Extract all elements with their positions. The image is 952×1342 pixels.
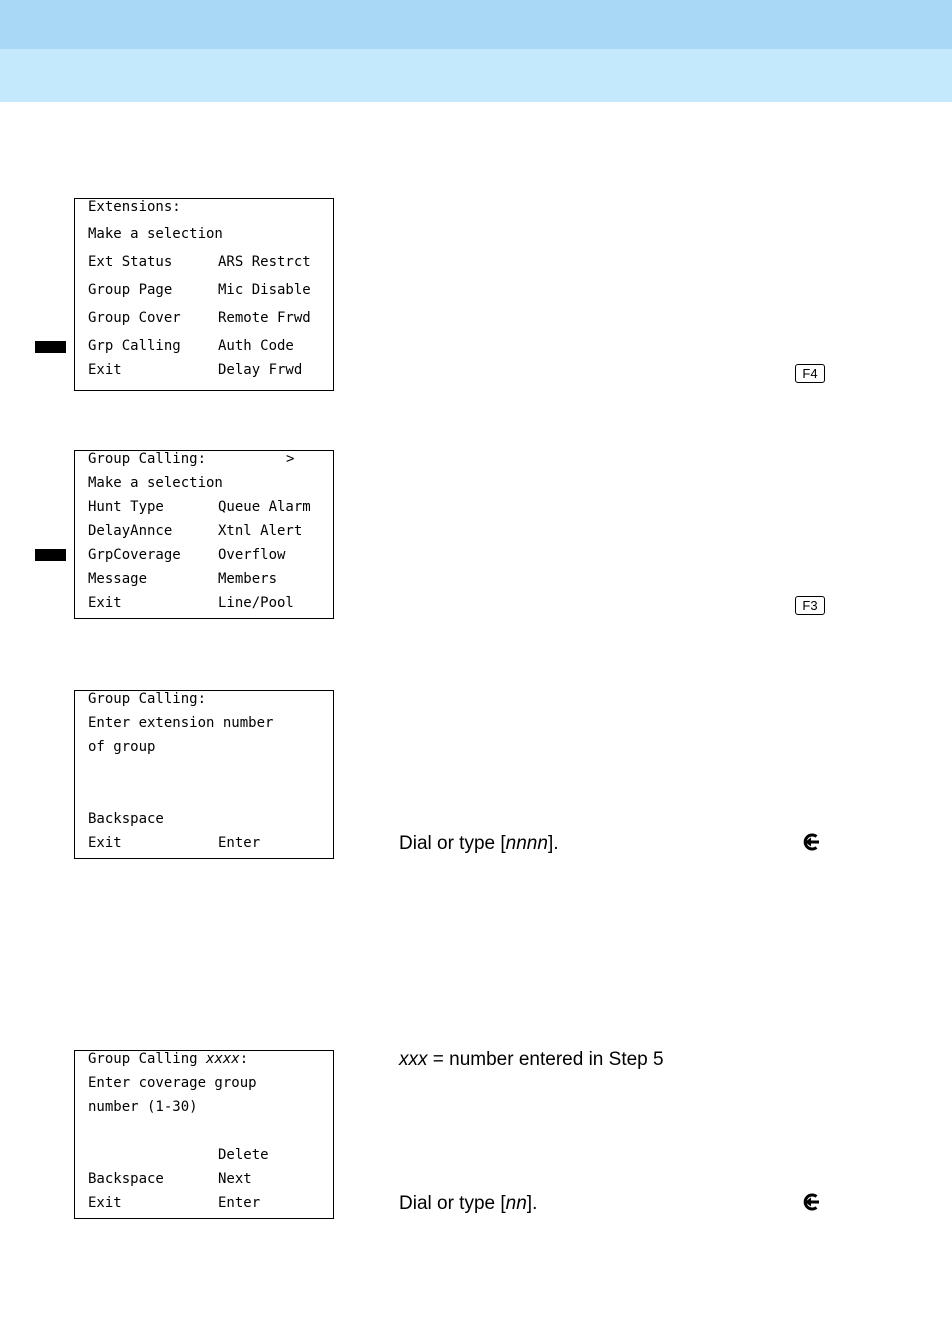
instruction-dial-extension: Dial or type [nnnn]. (399, 833, 559, 854)
option-enter[interactable]: Enter (218, 835, 261, 851)
display-screen-coverage-group (74, 1050, 334, 1219)
screen-prompt-line1: Enter coverage group (88, 1075, 257, 1091)
screen-title: Group Calling: (88, 451, 207, 467)
option-exit[interactable]: Exit (88, 595, 122, 611)
screen-prompt: Make a selection (88, 226, 223, 242)
screen-prompt-line2: of group (88, 739, 156, 755)
option-delay-annce[interactable]: DelayAnnce (88, 523, 173, 539)
option-group-cover[interactable]: Group Cover (88, 310, 181, 326)
display-screen-extensions (74, 198, 334, 391)
option-members[interactable]: Members (218, 571, 278, 587)
selection-marker (35, 341, 66, 353)
header-band-bottom (0, 49, 952, 102)
option-group-page[interactable]: Group Page (88, 282, 173, 298)
option-ars-restrct[interactable]: ARS Restrct (218, 254, 311, 270)
selection-marker (35, 549, 66, 561)
screen-prompt: Make a selection (88, 475, 223, 491)
header-band-top (0, 0, 952, 49)
option-exit[interactable]: Exit (88, 1195, 122, 1211)
enter-return-icon (801, 832, 821, 852)
option-grp-calling[interactable]: Grp Calling (88, 338, 181, 354)
option-overflow[interactable]: Overflow (218, 547, 286, 563)
option-remote-frwd[interactable]: Remote Frwd (218, 310, 311, 326)
option-delete[interactable]: Delete (218, 1147, 269, 1163)
option-hunt-type[interactable]: Hunt Type (88, 499, 164, 515)
screen-prompt-line2: number (1-30) (88, 1099, 198, 1115)
option-backspace[interactable]: Backspace (88, 1171, 164, 1187)
option-mic-disable[interactable]: Mic Disable (218, 282, 311, 298)
option-next[interactable]: Next (218, 1171, 252, 1187)
display-screen-group-calling-menu (74, 450, 334, 619)
option-message[interactable]: Message (88, 571, 148, 587)
screen-prompt-line1: Enter extension number (88, 715, 274, 731)
enter-return-icon (801, 1192, 821, 1212)
option-grp-coverage[interactable]: GrpCoverage (88, 547, 181, 563)
f3-key[interactable]: F3 (795, 596, 825, 615)
option-queue-alarm[interactable]: Queue Alarm (218, 499, 311, 515)
option-delay-frwd[interactable]: Delay Frwd (218, 362, 303, 378)
screen-title: Extensions: (88, 199, 181, 215)
more-arrow[interactable]: > (286, 451, 295, 467)
option-backspace[interactable]: Backspace (88, 811, 164, 827)
option-exit[interactable]: Exit (88, 362, 122, 378)
option-enter[interactable]: Enter (218, 1195, 261, 1211)
option-line-pool[interactable]: Line/Pool (218, 595, 294, 611)
option-xtnl-alert[interactable]: Xtnl Alert (218, 523, 303, 539)
instruction-dial-coverage: Dial or type [nn]. (399, 1193, 538, 1214)
display-screen-enter-extension (74, 690, 334, 859)
option-auth-code[interactable]: Auth Code (218, 338, 294, 354)
instruction-note-xxx: xxx = number entered in Step 5 (399, 1049, 664, 1070)
screen-title: Group Calling xxxx: (88, 1051, 249, 1067)
option-exit[interactable]: Exit (88, 835, 122, 851)
f4-key[interactable]: F4 (795, 364, 825, 383)
option-ext-status[interactable]: Ext Status (88, 254, 173, 270)
screen-title: Group Calling: (88, 691, 207, 707)
